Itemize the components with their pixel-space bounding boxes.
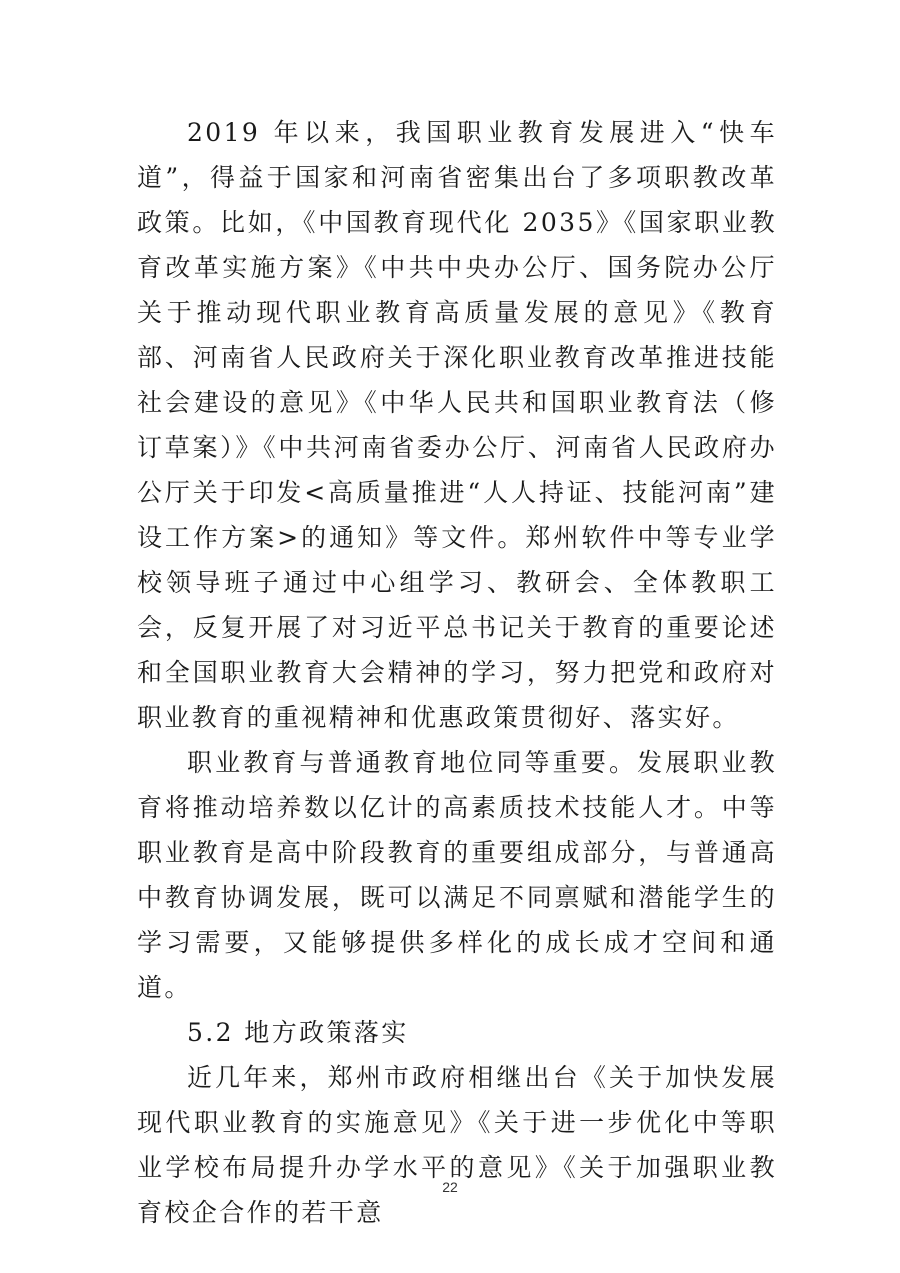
body-text: [137, 110, 777, 1235]
paragraph-policy-overview: 2019 年以来，我国职业教育发展进入“快车道”，得益于国家和河南省密集出台了多项职教改革政策。比如，《中国教育现代化 2035》《国家职业教育改革实施方案》《中共中央办公厅、国务院办公厅关于推动现代职业教育高质量发展的意见》《教育部、河南省人民政府关于深化职业教育改革推进技能社会建设的意见》《中华人民共和国职业教育法（修订草案）》《中共河南省委办公厅、河南省人民政府办公厅关于印发<高质量推进“人人持证、技能河南”建设工作方案>的通知》等文件。郑州软件中等专业学校领导班子通过中心组学习、教研会、全体教职工会，反复开展了对习近平总书记关于教育的重要论述和全国职业教育大会精神的学习，努力把党和政府对职业教育的重视精神和优惠政策贯彻好、落实好。: [137, 118, 777, 732]
section-heading: 5.2 地方政策落实: [187, 1018, 409, 1047]
page-number: 22: [442, 1179, 458, 1195]
paragraph-local-policy: 近几年来，郑州市政府相继出台《关于加快发展现代职业教育的实施意见》《关于进一步优化中等职业学校布局提升办学水平的意见》《关于加强职业教育校企合作的若干意: [137, 1063, 777, 1227]
paragraph-vocational-importance: 职业教育与普通教育地位同等重要。发展职业教育将推动培养数以亿计的高素质技术技能人才。中等职业教育是高中阶段教育的重要组成部分，与普通高中教育协调发展，既可以满足不同禀赋和潜能学生的学习需要，又能够提供多样化的成长成才空间和通道。: [137, 748, 777, 1002]
